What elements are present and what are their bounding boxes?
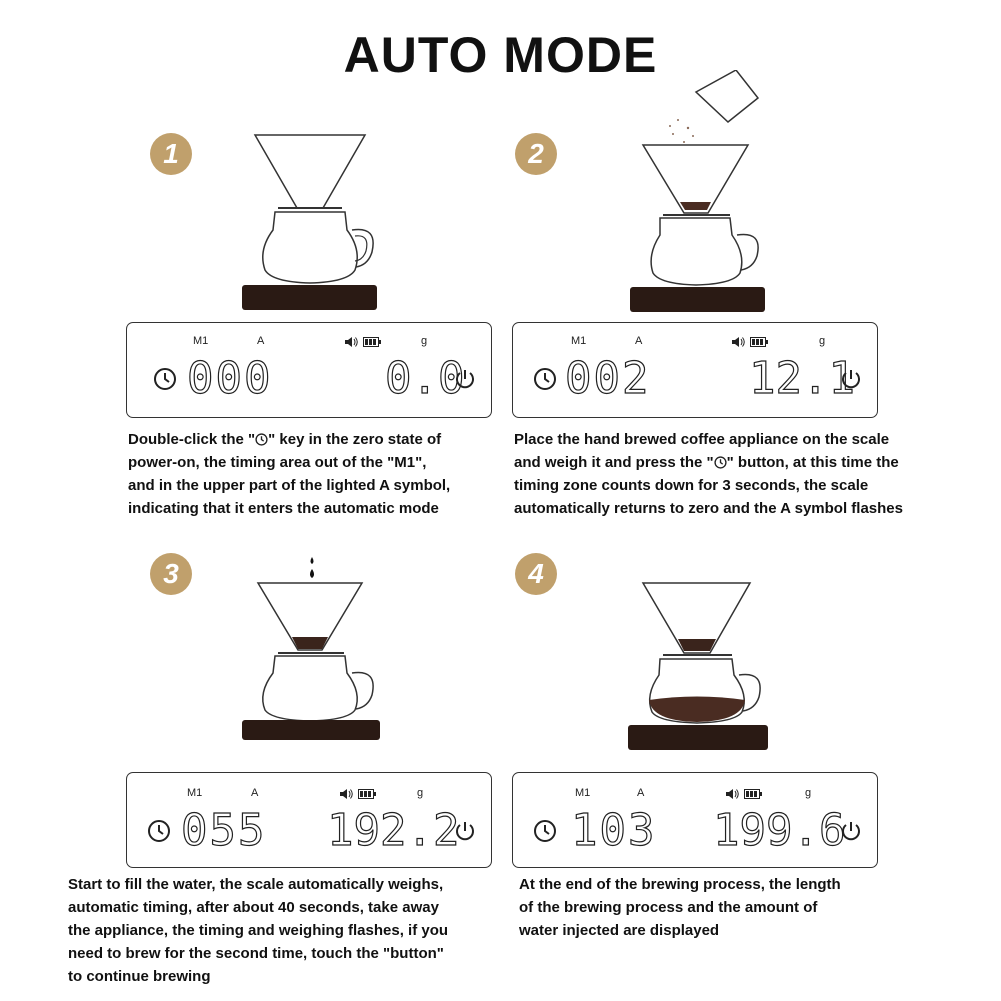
step-description: Start to fill the water, the scale automatically weighs, automatic timing, after about 40 seconds, take away the appliance, the timing and weighing flashes, if you need to brew for the second time, touch the "button" to continue brewing xyxy=(68,876,449,985)
auto-indicator: A xyxy=(257,335,265,347)
mode-indicator: M1 xyxy=(571,335,587,347)
svg-text:055: 055 xyxy=(181,805,267,855)
clock-icon xyxy=(153,367,177,391)
svg-text:199.6: 199.6 xyxy=(713,805,846,855)
clock-icon xyxy=(533,367,557,391)
mode-indicator: M1 xyxy=(193,335,209,347)
brewed-coffee-illustration xyxy=(618,575,788,755)
speaker-icon xyxy=(725,788,739,800)
page-title: AUTO MODE xyxy=(343,27,658,83)
clock-icon xyxy=(533,819,557,843)
auto-indicator: A xyxy=(635,335,643,347)
power-icon xyxy=(453,367,477,391)
clock-icon xyxy=(147,819,171,843)
clock-icon xyxy=(714,456,727,469)
auto-indicator: A xyxy=(251,787,259,799)
dripper-coffee-grounds-illustration xyxy=(618,70,788,315)
clock-icon xyxy=(255,433,268,446)
weight-readout xyxy=(327,805,466,855)
dripper-pouring-illustration xyxy=(230,555,400,740)
step-description: Double-click the " " key in the zero state of power-on, the timing area out of the "M1", and in the upper part of the lighted A symbol, indicating that it enters the automatic mode xyxy=(128,431,451,517)
weight-readout xyxy=(713,805,852,855)
speaker-icon xyxy=(344,336,358,348)
power-icon xyxy=(839,819,863,843)
svg-text:192.2: 192.2 xyxy=(327,805,460,855)
step-number-badge: 3 xyxy=(150,553,192,595)
power-icon xyxy=(839,367,863,391)
gram-unit: g xyxy=(805,787,812,799)
step-description: Place the hand brewed coffee appliance on the scale and weigh it and press the " " button, at this time the timing zone counts down for 3 seconds, the scale automatically returns to zero and the A symbol flashes xyxy=(514,431,903,517)
gram-unit: g xyxy=(819,335,826,347)
speaker-icon xyxy=(339,788,353,800)
scale-display-panel xyxy=(512,772,878,868)
scale-display-panel xyxy=(126,322,492,418)
power-icon xyxy=(453,819,477,843)
battery-icon xyxy=(358,789,376,799)
battery-icon xyxy=(363,337,381,347)
svg-text:103: 103 xyxy=(571,805,657,855)
speaker-icon xyxy=(731,336,745,348)
gram-unit: g xyxy=(421,335,428,347)
timer-readout xyxy=(181,805,273,855)
scale-display-panel xyxy=(126,772,492,868)
battery-icon xyxy=(744,789,762,799)
scale-display-panel xyxy=(512,322,878,418)
timer-readout xyxy=(565,353,657,403)
battery-icon xyxy=(750,337,768,347)
svg-text:12.1: 12.1 xyxy=(749,353,855,403)
step-number-badge: 4 xyxy=(515,553,557,595)
gram-unit: g xyxy=(417,787,424,799)
mode-indicator: M1 xyxy=(187,787,203,799)
svg-text:0.0: 0.0 xyxy=(385,353,465,403)
svg-text:002: 002 xyxy=(565,353,651,403)
step-number-badge: 2 xyxy=(515,133,557,175)
dripper-scale-illustration xyxy=(230,130,400,315)
step-description: At the end of the brewing process, the length of the brewing process and the amount of water injected are displayed xyxy=(519,876,841,939)
step-number-badge: 1 xyxy=(150,133,192,175)
auto-indicator: A xyxy=(637,787,645,799)
mode-indicator: M1 xyxy=(575,787,591,799)
svg-text:000: 000 xyxy=(187,353,273,403)
timer-readout xyxy=(187,353,279,403)
timer-readout xyxy=(571,805,663,855)
